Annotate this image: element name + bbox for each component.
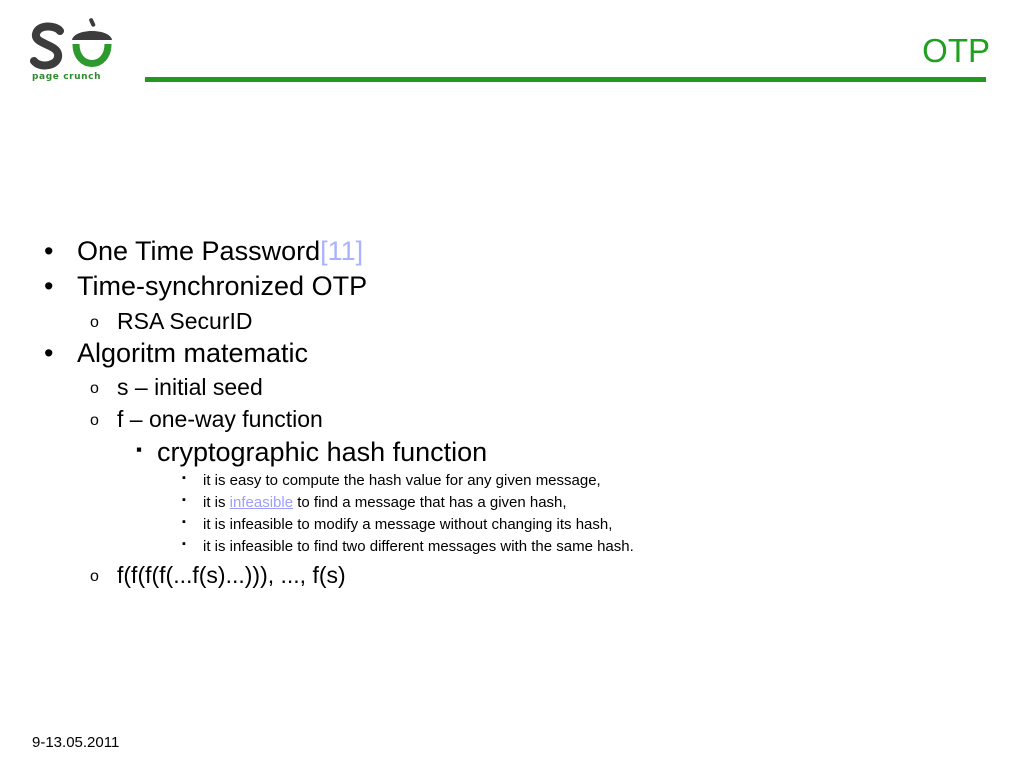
subbullet-text: s – initial seed (117, 374, 263, 400)
subbullet-text: f(f(f(f(...f(s)...))), ..., f(s) (117, 562, 346, 588)
bullet-marker: • (44, 271, 54, 301)
subbullet-text: RSA SecurID (117, 308, 253, 334)
detail-text: it is infeasible to modify a message without changing its hash, (203, 516, 613, 533)
bullet-text: Algoritm matematic (77, 338, 309, 368)
subbullet-marker: o (90, 314, 99, 331)
detail-marker: ▪ (182, 516, 186, 528)
subbullet-text: f – one-way function (117, 406, 323, 432)
detail-text-post: to find a message that has a given hash, (293, 494, 567, 511)
logo-wordmark: page crunch (32, 72, 102, 82)
subbullet-marker: o (90, 380, 99, 397)
logo-acorn-body (76, 44, 108, 64)
detail-marker: ▪ (182, 494, 186, 506)
infeasible-link[interactable]: infeasible (229, 494, 294, 511)
detail-text: it is infeasible to find two different messages with the same hash. (203, 538, 634, 555)
detail-marker: ▪ (182, 538, 186, 550)
title-divider (145, 77, 986, 82)
subbullet-marker: o (90, 412, 99, 429)
detail-text-pre: it is (203, 494, 230, 511)
logo-s-shape (34, 26, 60, 65)
detail-marker: ▪ (182, 472, 186, 484)
citation-reference: [11] (320, 236, 364, 266)
subbullet-marker: o (90, 568, 99, 585)
bullet-text: One Time Password (77, 236, 321, 266)
detail-text: it is easy to compute the hash value for any given message, (203, 472, 601, 489)
slide-title: OTP (922, 32, 990, 69)
subbullet-marker: ▪ (136, 440, 143, 459)
logo-acorn-cap (72, 31, 112, 40)
bullet-marker: • (44, 338, 54, 368)
subbullet-text: cryptographic hash function (157, 437, 488, 467)
bullet-text: Time-synchronized OTP (77, 271, 368, 301)
footer-date: 9-13.05.2011 (32, 734, 120, 751)
bullet-marker: • (44, 236, 54, 266)
